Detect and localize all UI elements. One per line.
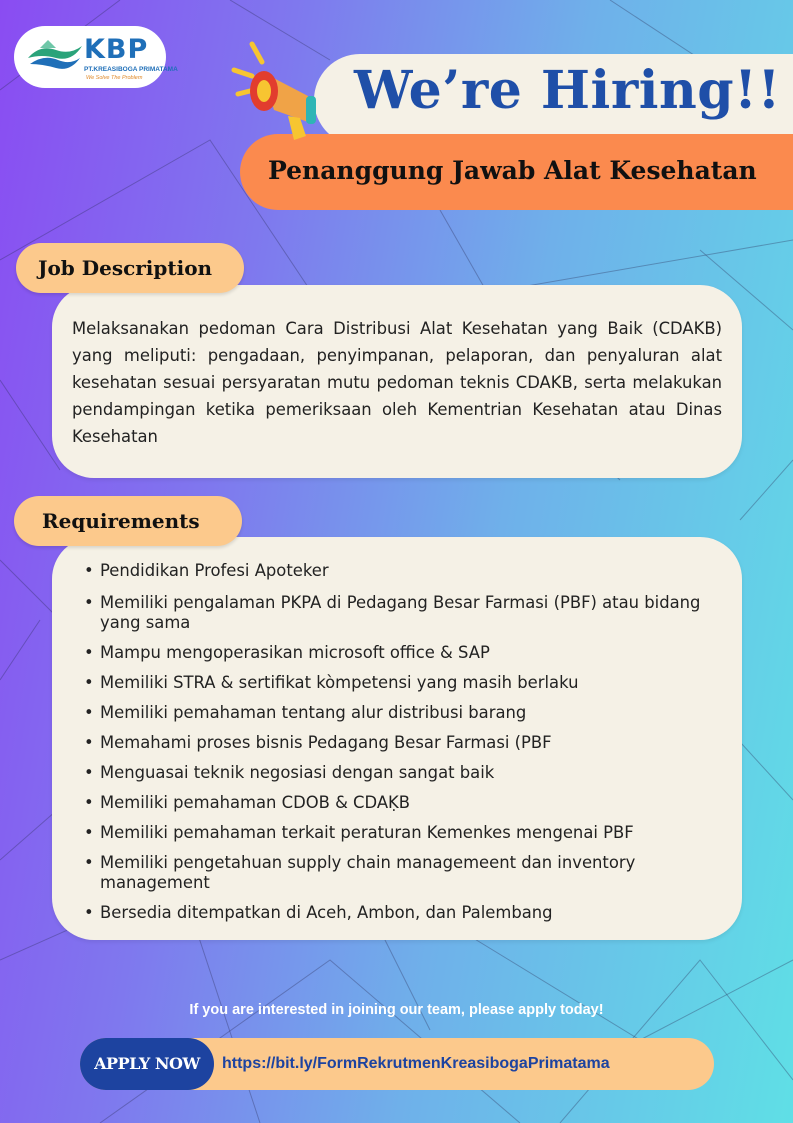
- list-item: • Memiliki pemahaman terkait peraturan Kemenkes mengenai PBF: [84, 823, 634, 842]
- list-item: • Memahami proses bisnis Pedagang Besar Farmasi (PBF: [84, 733, 552, 752]
- bullet-icon: •: [84, 793, 94, 812]
- bullet-icon: •: [84, 703, 94, 722]
- kbp-logo-icon: [26, 38, 84, 76]
- bullet-icon: •: [84, 643, 94, 662]
- list-item: • Memiliki STRA & sertifikat kòmpetensi yang masih berlaku: [84, 673, 579, 692]
- requirements-card: [52, 537, 742, 940]
- requirements-label: Requirements: [14, 496, 242, 546]
- list-item: • Mampu mengoperasikan microsoft office & SAP: [84, 643, 490, 662]
- list-item: • Memiliki pemahaman CDOB & CDAḲB: [84, 793, 411, 812]
- apply-bar: [80, 1038, 714, 1090]
- list-item: • Pendidikan Profesi Apoteker: [84, 561, 329, 580]
- bullet-icon: •: [84, 673, 94, 692]
- apply-link[interactable]: https://bit.ly/FormRekrutmenKreasibogaPrimatama: [222, 1055, 610, 1072]
- logo-wordmark: KBP: [84, 34, 149, 65]
- list-item: • Memiliki pengetahuan supply chain managemeent dan inventory management: [84, 853, 636, 892]
- bullet-icon: •: [84, 853, 94, 872]
- job-description-text: Melaksanakan pedoman Cara Distribusi Alat Kesehatan yang Baik (CDAKB) yang meliputi: pengadaan, penyimpanan, pelaporan, dan penyaluran alat kesehatan sesuai persyaratan mutu pedoman teknis CDAKB, serta melakukan pendampingan ketika pemeriksaan oleh Kementrian Kesehatan atau Dinas Kesehatan: [72, 319, 722, 446]
- bullet-icon: •: [84, 561, 94, 580]
- bullet-icon: •: [84, 593, 94, 612]
- list-item: • Bersedia ditempatkan di Aceh, Ambon, dan Palembang: [84, 903, 553, 922]
- logo-company-name: PT.KREASIBOGA PRIMATAMA: [84, 66, 178, 73]
- megaphone-icon: [222, 36, 342, 146]
- bullet-icon: •: [84, 763, 94, 782]
- list-item: • Menguasai teknik negosiasi dengan sangat baik: [84, 763, 495, 782]
- call-to-action-text: If you are interested in joining our team, please apply today!: [189, 1002, 604, 1018]
- bullet-icon: •: [84, 903, 94, 922]
- apply-now-button[interactable]: APPLY NOW: [80, 1038, 214, 1090]
- logo-tagline: We Solve The Problem: [86, 75, 143, 81]
- company-logo: [14, 26, 178, 88]
- hiring-title: We’re Hiring!!: [354, 60, 781, 121]
- job-description-label: Job Description: [16, 243, 244, 293]
- bullet-icon: •: [84, 733, 94, 752]
- list-item: • Memiliki pemahaman tentang alur distribusi barang: [84, 703, 527, 722]
- position-title: Penanggung Jawab Alat Kesehatan: [268, 156, 757, 185]
- bullet-icon: •: [84, 823, 94, 842]
- job-description-card: [52, 285, 742, 478]
- requirements-list: [78, 561, 728, 933]
- hiring-banner: [314, 54, 793, 146]
- list-item: • Memiliki pengalaman PKPA di Pedagang Besar Farmasi (PBF) atau bidang yang sama: [84, 593, 701, 632]
